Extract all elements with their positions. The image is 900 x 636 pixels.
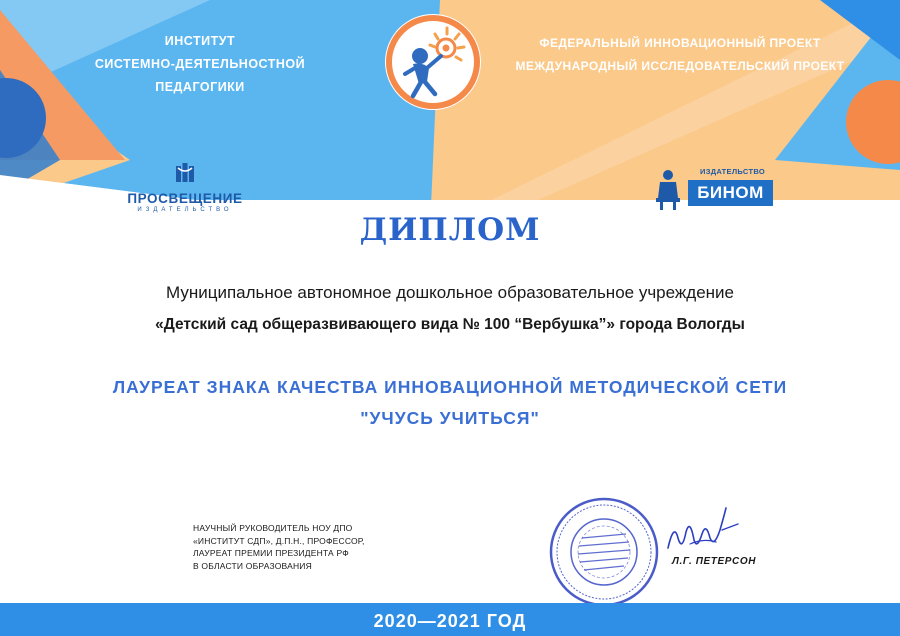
signer-name: Л.Г. ПЕТЕРСОН	[672, 556, 757, 567]
institute-name	[80, 30, 320, 99]
organization-name: «Детский сад общеразвивающего вида № 100 “Вербушка”» города Вологды	[155, 316, 745, 333]
footer-band	[0, 603, 900, 636]
diploma-title: ДИПЛОМ	[359, 212, 541, 248]
binom-name: БИНОМ	[688, 180, 773, 206]
institute-line: ПЕДАГОГИКИ	[155, 80, 245, 94]
reading-person-icon	[650, 168, 686, 210]
handwritten-signature-icon	[660, 500, 750, 560]
institute-line: ИНСТИТУТ	[164, 34, 236, 48]
institute-line: СИСТЕМНО-ДЕЯТЕЛЬНОСТНОЙ	[94, 57, 306, 71]
round-seal-icon	[548, 496, 660, 608]
supervisor-credentials	[193, 522, 365, 572]
prosveshchenie-emblem-icon	[174, 162, 196, 184]
prosveshchenie-logo	[120, 162, 250, 213]
project-line: ФЕДЕРАЛЬНЫЙ ИННОВАЦИОННЫЙ ПРОЕКТ	[539, 36, 821, 50]
project-line: МЕЖДУНАРОДНЫЙ ИССЛЕДОВАТЕЛЬСКИЙ ПРОЕКТ	[515, 59, 845, 73]
prosveshchenie-name: ПРОСВЕЩЕНИЕ	[127, 191, 243, 206]
supervisor-line: ЛАУРЕАТ ПРЕМИИ ПРЕЗИДЕНТА РФ	[193, 548, 349, 558]
laureate-statement	[0, 372, 900, 434]
organization-type: Муниципальное автономное дошкольное образовательное учреждение	[166, 283, 734, 302]
supervisor-line: В ОБЛАСТИ ОБРАЗОВАНИЯ	[193, 560, 312, 571]
supervisor-line: «ИНСТИТУТ СДП», Д.П.Н., ПРОФЕССОР,	[193, 535, 365, 546]
laureate-line: "УЧУСЬ УЧИТЬСЯ"	[360, 408, 540, 428]
academic-year: 2020—2021 ГОД	[373, 611, 527, 631]
prosveshchenie-subtitle: ИЗДАТЕЛЬСТВО	[137, 207, 233, 213]
binom-publisher: ИЗДАТЕЛЬСТВО	[700, 167, 765, 176]
project-names	[500, 32, 860, 78]
child-sun-icon	[383, 12, 483, 112]
laureate-line: ЛАУРЕАТ ЗНАКА КАЧЕСТВА ИННОВАЦИОННОЙ МЕТОДИЧЕСКОЙ СЕТИ	[112, 377, 788, 397]
binom-logo	[650, 165, 775, 210]
supervisor-line: НАУЧНЫЙ РУКОВОДИТЕЛЬ НОУ ДПО	[193, 523, 353, 533]
